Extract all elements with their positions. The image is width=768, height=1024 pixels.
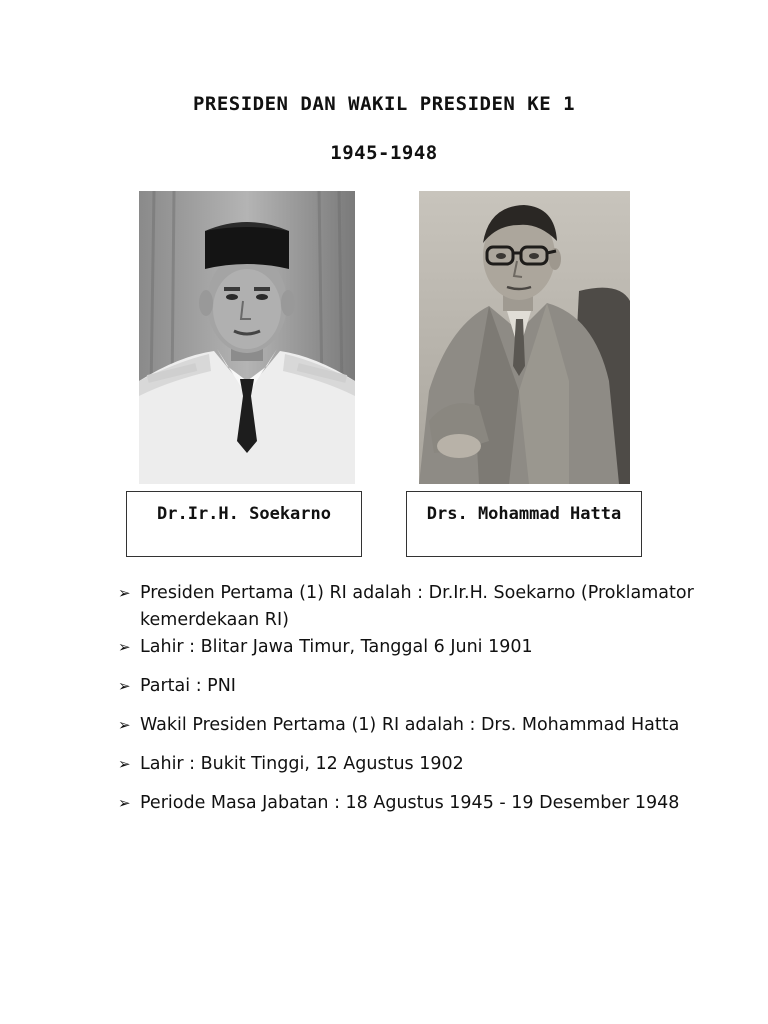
portrait-photo-hatta xyxy=(419,191,630,484)
document-years: 1945-1948 xyxy=(330,142,438,164)
bullet-text: Lahir : Blitar Jawa Timur, Tanggal 6 Juni 1901 xyxy=(140,637,533,657)
arrow-bullet-icon: ➢ xyxy=(118,638,131,656)
portrait-photo-soekarno xyxy=(139,191,355,484)
list-item xyxy=(118,751,698,778)
arrow-bullet-icon: ➢ xyxy=(118,584,131,602)
bullet-text: Presiden Pertama (1) RI adalah : Dr.Ir.H. Soekarno (Proklamator kemerdekaan RI) xyxy=(140,583,694,630)
list-item xyxy=(118,790,698,817)
list-item xyxy=(118,673,698,700)
bullet-text: Lahir : Bukit Tinggi, 12 Agustus 1902 xyxy=(140,754,464,774)
bullet-text: Periode Masa Jabatan : 18 Agustus 1945 - 19 Desember 1948 xyxy=(140,793,680,813)
list-item xyxy=(118,634,698,661)
list-item xyxy=(118,580,698,634)
arrow-bullet-icon: ➢ xyxy=(118,755,131,773)
bullet-text: Wakil Presiden Pertama (1) RI adalah : Drs. Mohammad Hatta xyxy=(140,715,680,735)
name-box-soekarno: Dr.Ir.H. Soekarno xyxy=(126,491,362,557)
arrow-bullet-icon: ➢ xyxy=(118,716,131,734)
arrow-bullet-icon: ➢ xyxy=(118,794,131,812)
bullet-text: Partai : PNI xyxy=(140,676,236,696)
name-box-hatta: Drs. Mohammad Hatta xyxy=(406,491,642,557)
bullet-list xyxy=(118,580,698,817)
list-item xyxy=(118,712,698,739)
arrow-bullet-icon: ➢ xyxy=(118,677,131,695)
document-title: PRESIDEN DAN WAKIL PRESIDEN KE 1 xyxy=(192,93,576,115)
